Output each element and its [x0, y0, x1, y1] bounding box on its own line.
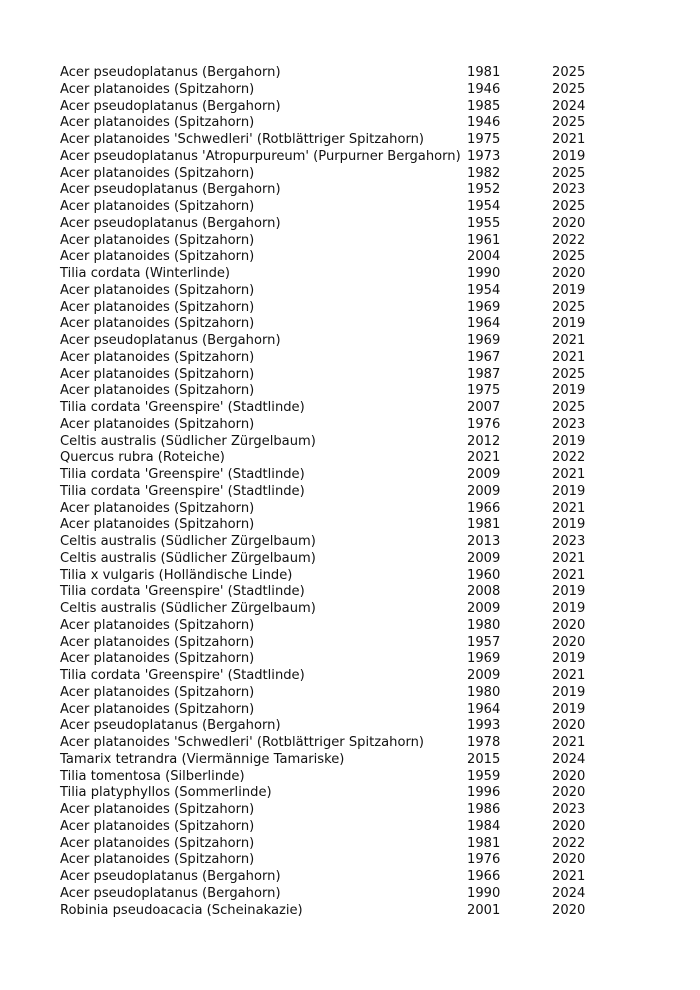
- tree-species-cell: Acer platanoides (Spitzahorn): [60, 852, 255, 868]
- year-checked-cell: 2022: [552, 835, 586, 851]
- table-row: [60, 752, 620, 769]
- year-planted-cell: 1952: [467, 182, 501, 198]
- tree-species-cell: Robinia pseudoacacia (Scheinakazie): [60, 902, 303, 918]
- year-checked-cell: 2025: [552, 165, 586, 181]
- year-planted-cell: 1964: [467, 701, 501, 717]
- year-checked-cell: 2019: [552, 684, 586, 700]
- table-row: [60, 249, 620, 266]
- table-row: [60, 333, 620, 350]
- year-checked-cell: 2020: [552, 634, 586, 650]
- table-row: [60, 702, 620, 719]
- table-row: [60, 651, 620, 668]
- table-row: [60, 635, 620, 652]
- year-checked-cell: 2021: [552, 550, 586, 566]
- table-row: [60, 601, 620, 618]
- tree-species-cell: Acer platanoides (Spitzahorn): [60, 651, 255, 667]
- year-checked-cell: 2025: [552, 400, 586, 415]
- tree-species-cell: Tilia x vulgaris (Holländische Linde): [60, 567, 293, 583]
- table-row: [60, 266, 620, 283]
- year-planted-cell: 2013: [467, 534, 501, 549]
- year-planted-cell: 1969: [467, 651, 501, 667]
- year-planted-cell: 2004: [467, 249, 501, 265]
- tree-species-cell: Acer platanoides 'Schwedleri' (Rotblättriger Spitzahorn): [60, 735, 425, 750]
- table-row: [60, 283, 620, 300]
- year-planted-cell: 2009: [467, 550, 501, 566]
- tree-species-cell: Acer platanoides (Spitzahorn): [60, 383, 255, 399]
- tree-species-cell: Acer platanoides (Spitzahorn): [60, 316, 255, 332]
- tree-species-cell: Acer platanoides (Spitzahorn): [60, 249, 255, 265]
- year-checked-cell: 2022: [552, 450, 586, 466]
- table-row: [60, 149, 620, 166]
- table-row: [60, 199, 620, 216]
- year-checked-cell: 2021: [552, 668, 586, 683]
- table-row: [60, 82, 620, 99]
- year-checked-cell: 2019: [552, 383, 586, 399]
- tree-species-cell: Acer platanoides (Spitzahorn): [60, 199, 255, 214]
- year-planted-cell: 1976: [467, 416, 501, 432]
- table-row: [60, 166, 620, 183]
- year-planted-cell: 1981: [467, 835, 501, 851]
- year-planted-cell: 1987: [467, 366, 501, 382]
- table-row: [60, 785, 620, 802]
- year-checked-cell: 2021: [552, 333, 586, 348]
- tree-species-cell: Acer platanoides (Spitzahorn): [60, 500, 255, 516]
- year-planted-cell: 1969: [467, 333, 501, 348]
- year-planted-cell: 1966: [467, 500, 501, 516]
- year-checked-cell: 2020: [552, 902, 586, 918]
- table-row: [60, 903, 620, 920]
- year-checked-cell: 2019: [552, 584, 586, 600]
- tree-species-cell: Acer platanoides (Spitzahorn): [60, 701, 255, 717]
- tree-species-cell: Acer pseudoplatanus (Bergahorn): [60, 718, 281, 734]
- year-planted-cell: 1984: [467, 818, 501, 834]
- tree-species-cell: Acer platanoides (Spitzahorn): [60, 617, 255, 633]
- table-row: [60, 685, 620, 702]
- year-planted-cell: 1973: [467, 148, 501, 164]
- tree-species-cell: Acer platanoides (Spitzahorn): [60, 835, 255, 851]
- year-planted-cell: 1986: [467, 802, 501, 817]
- table-row: [60, 668, 620, 685]
- table-row: [60, 568, 620, 585]
- year-planted-cell: 1969: [467, 299, 501, 315]
- table-row: [60, 383, 620, 400]
- year-checked-cell: 2025: [552, 249, 586, 265]
- year-checked-cell: 2020: [552, 818, 586, 834]
- table-row: [60, 886, 620, 903]
- year-checked-cell: 2025: [552, 299, 586, 315]
- year-planted-cell: 1954: [467, 199, 501, 214]
- tree-species-cell: Tilia tomentosa (Silberlinde): [60, 768, 245, 784]
- table-row: [60, 467, 620, 484]
- tree-table: [60, 65, 620, 919]
- year-checked-cell: 2025: [552, 81, 586, 97]
- year-planted-cell: 1946: [467, 115, 501, 131]
- year-planted-cell: 1990: [467, 885, 501, 901]
- year-planted-cell: 1982: [467, 165, 501, 181]
- year-planted-cell: 1975: [467, 383, 501, 399]
- year-planted-cell: 1966: [467, 869, 501, 884]
- table-row: [60, 501, 620, 518]
- year-checked-cell: 2023: [552, 534, 586, 549]
- year-checked-cell: 2020: [552, 266, 586, 281]
- tree-species-cell: Tilia cordata 'Greenspire' (Stadtlinde): [60, 584, 305, 600]
- year-checked-cell: 2025: [552, 199, 586, 214]
- tree-species-cell: Acer platanoides (Spitzahorn): [60, 81, 255, 97]
- year-planted-cell: 1954: [467, 282, 501, 298]
- tree-species-cell: Quercus rubra (Roteiche): [60, 450, 225, 466]
- year-planted-cell: 1967: [467, 349, 501, 365]
- tree-species-cell: Acer pseudoplatanus 'Atropurpureum' (Purpurner Bergahorn): [60, 148, 461, 164]
- tree-species-cell: Tilia cordata 'Greenspire' (Stadtlinde): [60, 483, 305, 499]
- year-planted-cell: 1980: [467, 684, 501, 700]
- year-checked-cell: 2021: [552, 567, 586, 583]
- tree-species-cell: Tilia cordata (Winterlinde): [60, 266, 231, 281]
- year-planted-cell: 1964: [467, 316, 501, 332]
- year-checked-cell: 2024: [552, 885, 586, 901]
- year-checked-cell: 2020: [552, 617, 586, 633]
- year-checked-cell: 2022: [552, 232, 586, 248]
- table-row: [60, 450, 620, 467]
- year-planted-cell: 1961: [467, 232, 501, 248]
- table-row: [60, 819, 620, 836]
- table-row: [60, 584, 620, 601]
- table-row: [60, 769, 620, 786]
- year-planted-cell: 1985: [467, 98, 501, 114]
- year-planted-cell: 1957: [467, 634, 501, 650]
- year-checked-cell: 2021: [552, 132, 586, 147]
- table-row: [60, 551, 620, 568]
- table-row: [60, 350, 620, 367]
- year-checked-cell: 2020: [552, 718, 586, 734]
- tree-species-cell: Acer platanoides (Spitzahorn): [60, 416, 255, 432]
- year-checked-cell: 2024: [552, 751, 586, 767]
- year-planted-cell: 2021: [467, 450, 501, 466]
- table-row: [60, 517, 620, 534]
- year-planted-cell: 2007: [467, 400, 501, 415]
- tree-species-cell: Acer platanoides (Spitzahorn): [60, 299, 255, 315]
- tree-species-cell: Acer pseudoplatanus (Bergahorn): [60, 215, 281, 231]
- table-row: [60, 65, 620, 82]
- table-row: [60, 216, 620, 233]
- tree-species-cell: Acer pseudoplatanus (Bergahorn): [60, 885, 281, 901]
- year-checked-cell: 2025: [552, 115, 586, 131]
- tree-species-cell: Celtis australis (Südlicher Zürgelbaum): [60, 601, 316, 616]
- table-row: [60, 802, 620, 819]
- tree-species-cell: Acer platanoides (Spitzahorn): [60, 282, 255, 298]
- year-checked-cell: 2019: [552, 483, 586, 499]
- tree-species-cell: Acer platanoides (Spitzahorn): [60, 115, 255, 131]
- tree-species-cell: Acer pseudoplatanus (Bergahorn): [60, 182, 281, 198]
- year-checked-cell: 2021: [552, 500, 586, 516]
- year-planted-cell: 1960: [467, 567, 501, 583]
- year-planted-cell: 2009: [467, 467, 501, 482]
- tree-species-cell: Acer platanoides (Spitzahorn): [60, 165, 255, 181]
- year-checked-cell: 2019: [552, 282, 586, 298]
- year-planted-cell: 1980: [467, 617, 501, 633]
- tree-species-cell: Acer platanoides 'Schwedleri' (Rotblättriger Spitzahorn): [60, 132, 425, 147]
- table-row: [60, 367, 620, 384]
- table-row: [60, 836, 620, 853]
- tree-species-cell: Tilia cordata 'Greenspire' (Stadtlinde): [60, 467, 305, 482]
- year-checked-cell: 2019: [552, 433, 586, 449]
- year-checked-cell: 2025: [552, 65, 586, 80]
- year-checked-cell: 2021: [552, 735, 586, 750]
- tree-species-cell: Celtis australis (Südlicher Zürgelbaum): [60, 550, 316, 566]
- year-checked-cell: 2019: [552, 701, 586, 717]
- table-row: [60, 182, 620, 199]
- table-row: [60, 869, 620, 886]
- tree-species-cell: Acer platanoides (Spitzahorn): [60, 634, 255, 650]
- year-checked-cell: 2023: [552, 802, 586, 817]
- year-planted-cell: 1993: [467, 718, 501, 734]
- table-row: [60, 417, 620, 434]
- year-planted-cell: 2015: [467, 751, 501, 767]
- tree-species-cell: Acer platanoides (Spitzahorn): [60, 517, 255, 533]
- table-row: [60, 735, 620, 752]
- table-row: [60, 316, 620, 333]
- tree-species-cell: Celtis australis (Südlicher Zürgelbaum): [60, 433, 316, 449]
- year-planted-cell: 1996: [467, 785, 501, 801]
- table-row: [60, 434, 620, 451]
- year-planted-cell: 1959: [467, 768, 501, 784]
- table-row: [60, 852, 620, 869]
- table-row: [60, 115, 620, 132]
- table-row: [60, 484, 620, 501]
- year-checked-cell: 2021: [552, 349, 586, 365]
- tree-species-cell: Celtis australis (Südlicher Zürgelbaum): [60, 534, 316, 549]
- table-row: [60, 618, 620, 635]
- year-planted-cell: 2001: [467, 902, 501, 918]
- year-checked-cell: 2023: [552, 182, 586, 198]
- table-row: [60, 300, 620, 317]
- tree-species-cell: Tilia cordata 'Greenspire' (Stadtlinde): [60, 668, 305, 683]
- tree-species-cell: Tilia platyphyllos (Sommerlinde): [60, 785, 272, 801]
- tree-species-cell: Acer pseudoplatanus (Bergahorn): [60, 65, 281, 80]
- year-checked-cell: 2019: [552, 601, 586, 616]
- table-row: [60, 99, 620, 116]
- year-checked-cell: 2020: [552, 852, 586, 868]
- tree-species-cell: Acer pseudoplatanus (Bergahorn): [60, 333, 281, 348]
- year-planted-cell: 1981: [467, 517, 501, 533]
- tree-species-cell: Acer pseudoplatanus (Bergahorn): [60, 98, 281, 114]
- tree-species-cell: Acer platanoides (Spitzahorn): [60, 684, 255, 700]
- year-planted-cell: 2009: [467, 601, 501, 616]
- year-checked-cell: 2019: [552, 148, 586, 164]
- year-checked-cell: 2020: [552, 768, 586, 784]
- year-planted-cell: 1976: [467, 852, 501, 868]
- tree-species-cell: Tilia cordata 'Greenspire' (Stadtlinde): [60, 400, 305, 415]
- year-checked-cell: 2025: [552, 366, 586, 382]
- year-checked-cell: 2021: [552, 869, 586, 884]
- tree-species-cell: Acer pseudoplatanus (Bergahorn): [60, 869, 281, 884]
- table-row: [60, 718, 620, 735]
- table-row: [60, 534, 620, 551]
- tree-species-cell: Acer platanoides (Spitzahorn): [60, 349, 255, 365]
- year-checked-cell: 2019: [552, 517, 586, 533]
- tree-species-cell: Acer platanoides (Spitzahorn): [60, 366, 255, 382]
- tree-species-cell: Acer platanoides (Spitzahorn): [60, 232, 255, 248]
- year-checked-cell: 2019: [552, 651, 586, 667]
- year-checked-cell: 2019: [552, 316, 586, 332]
- year-checked-cell: 2024: [552, 98, 586, 114]
- table-row: [60, 132, 620, 149]
- tree-species-cell: Acer platanoides (Spitzahorn): [60, 818, 255, 834]
- table-row: [60, 233, 620, 250]
- year-planted-cell: 1955: [467, 215, 501, 231]
- year-planted-cell: 2008: [467, 584, 501, 600]
- table-row: [60, 400, 620, 417]
- year-planted-cell: 1946: [467, 81, 501, 97]
- year-planted-cell: 2009: [467, 668, 501, 683]
- year-planted-cell: 2009: [467, 483, 501, 499]
- year-planted-cell: 1981: [467, 65, 501, 80]
- tree-species-cell: Tamarix tetrandra (Viermännige Tamariske): [60, 751, 345, 767]
- year-planted-cell: 2012: [467, 433, 501, 449]
- year-checked-cell: 2021: [552, 467, 586, 482]
- tree-species-cell: Acer platanoides (Spitzahorn): [60, 802, 255, 817]
- year-checked-cell: 2020: [552, 785, 586, 801]
- year-checked-cell: 2020: [552, 215, 586, 231]
- year-planted-cell: 1975: [467, 132, 501, 147]
- year-planted-cell: 1990: [467, 266, 501, 281]
- year-checked-cell: 2023: [552, 416, 586, 432]
- year-planted-cell: 1978: [467, 735, 501, 750]
